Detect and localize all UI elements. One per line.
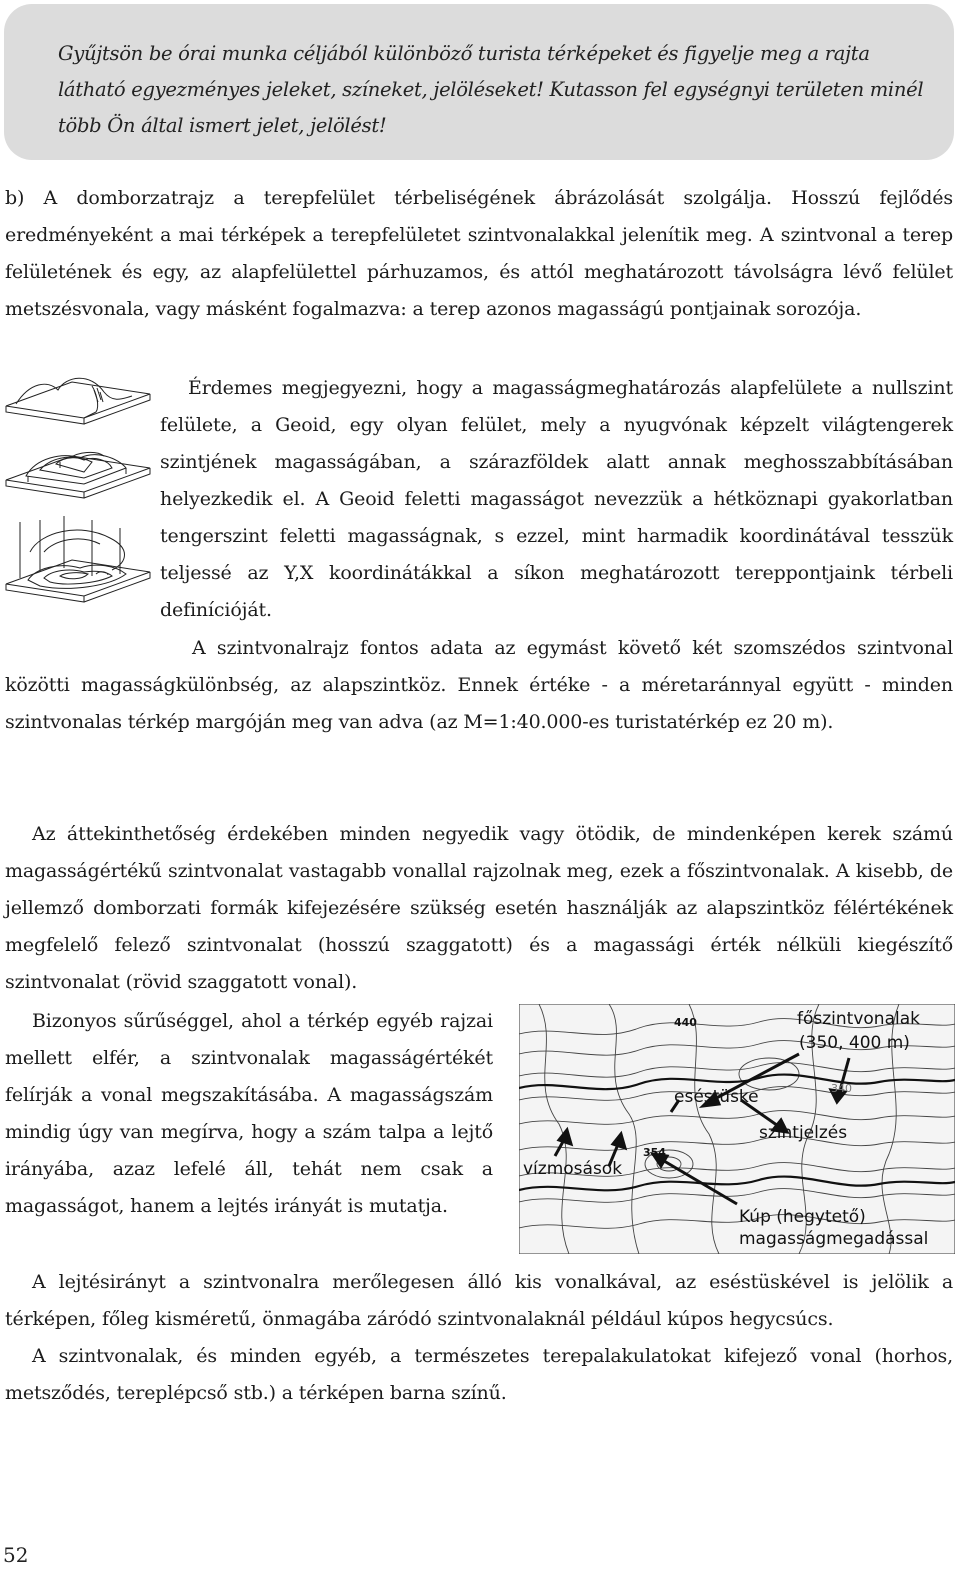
paragraph-relief: b) A domborzatrajz a terepfelület térbeliségének ábrázolását szolgálja. Hosszú fejlődés eredményeként a mai térképek a terepfelületet szintvonalakkal jelenítik meg. A szintvonal a terep felületének és egy, az alapfelülettel párhuzamos, és attól meghatározott távolságra lévő felület metszésvonala, vagy másként fogalmazva: a terep azonos magasságú pontjainak sorozója. (5, 187, 953, 320)
label-height-given: magasságmegadással (739, 1229, 929, 1249)
exercise-callout (4, 4, 954, 160)
label-cone: Kúp (hegytető) (739, 1207, 866, 1227)
paragraph-index-contours: Az áttekinthetőség érdekében minden negyedik vagy ötödik, de mindenképen kerek számú magasságértékű szintvonalat vastagabb vonallal rajzolnak meg, ezek a főszintvonalak. A kisebb, de jellemző domborzati formák kifejezésére szükség esetén használják az alapszintköz félértékének megfelelő felező szintvonalat (hosszú szaggatott) és a magassági érték nélküli kiegészítő szintvonalat (rövid szaggatott vonal). (5, 823, 953, 993)
callout-text: Gyűjtsön be órai munka céljából különböző turista térképeket és figyelje meg a rajta látható egyezményes jeleket, színeket, jelöléseket! Kutasson fel egységnyi területen minél több Ön által ismert jelet, jelölést! (58, 42, 924, 137)
spot-height-340: 340 (831, 1082, 852, 1095)
spot-height-440: 440 (674, 1016, 697, 1029)
label-main-contours: főszintvonalak (797, 1009, 920, 1029)
paragraph-slope-direction: A lejtésirányt a szintvonalra merőlegesen álló kis vonalkával, az eséstüskével is jelölik a térképen, főleg kisméretű, önmagába záródó szintvonalaknál például kúpos hegycsúcs. (5, 1271, 953, 1330)
label-gullies: vízmosások (523, 1159, 623, 1179)
paragraph-color: A szintvonalak, és minden egyéb, a természetes terepalakulatokat kifejező vonal (horhos, metsződés, tereplépcső stb.) a térképen barna színű. (5, 1345, 953, 1404)
contour-3d-illustration (0, 372, 160, 622)
spot-height-354: 354 (643, 1146, 666, 1159)
contour-map-figure (519, 1004, 955, 1254)
label-slope-tick: eséstüske (674, 1087, 759, 1107)
paragraph-elevation-labels: Bizonyos sűrűséggel, ahol a térkép egyéb rajzai mellett elfér, a szintvonalak magasságértékét felírják a vonal megszakításába. A magasságszám mindig úgy van megírva, hogy a szám talpa a lejtő irányába, azaz lefelé áll, tehát nem csak a magasságot, hanem a lejtés irányát is mutatja. (5, 1010, 493, 1217)
label-main-contour-values: (350, 400 m) (799, 1033, 910, 1053)
paragraph-contour-interval: A szintvonalrajz fontos adata az egymást követő két szomszédos szintvonal közötti magasságkülönbség, az alapszintköz. Ennek értéke - a méretaránnyal együtt - minden szintvonalas térkép margóján meg van adva (az M=1:40.000-es turistatérkép ez 20 m). (5, 637, 953, 733)
paragraph-geoid: Érdemes megjegyezni, hogy a magasságmeghatározás alapfelülete a nullszint felülete, a Geoid, egy olyan felület, mely a nyugvónak képzelt világtengerek szintjének magasságában, a szárazföldek alatt annak meghosszabbításában helyezkedik el. A Geoid feletti magasságot nevezzük a hétköznapi gyakorlatban tengerszint feletti magasságnak, s ezzel, mint harmadik koordinátával tesszük teljessé az Y,X koordinátákkal a síkon meghatározott tereppontjaink térbeli definícióját. (160, 377, 953, 621)
label-elevation-mark: szintjelzés (759, 1123, 848, 1143)
page-number: 52 (3, 1543, 29, 1567)
